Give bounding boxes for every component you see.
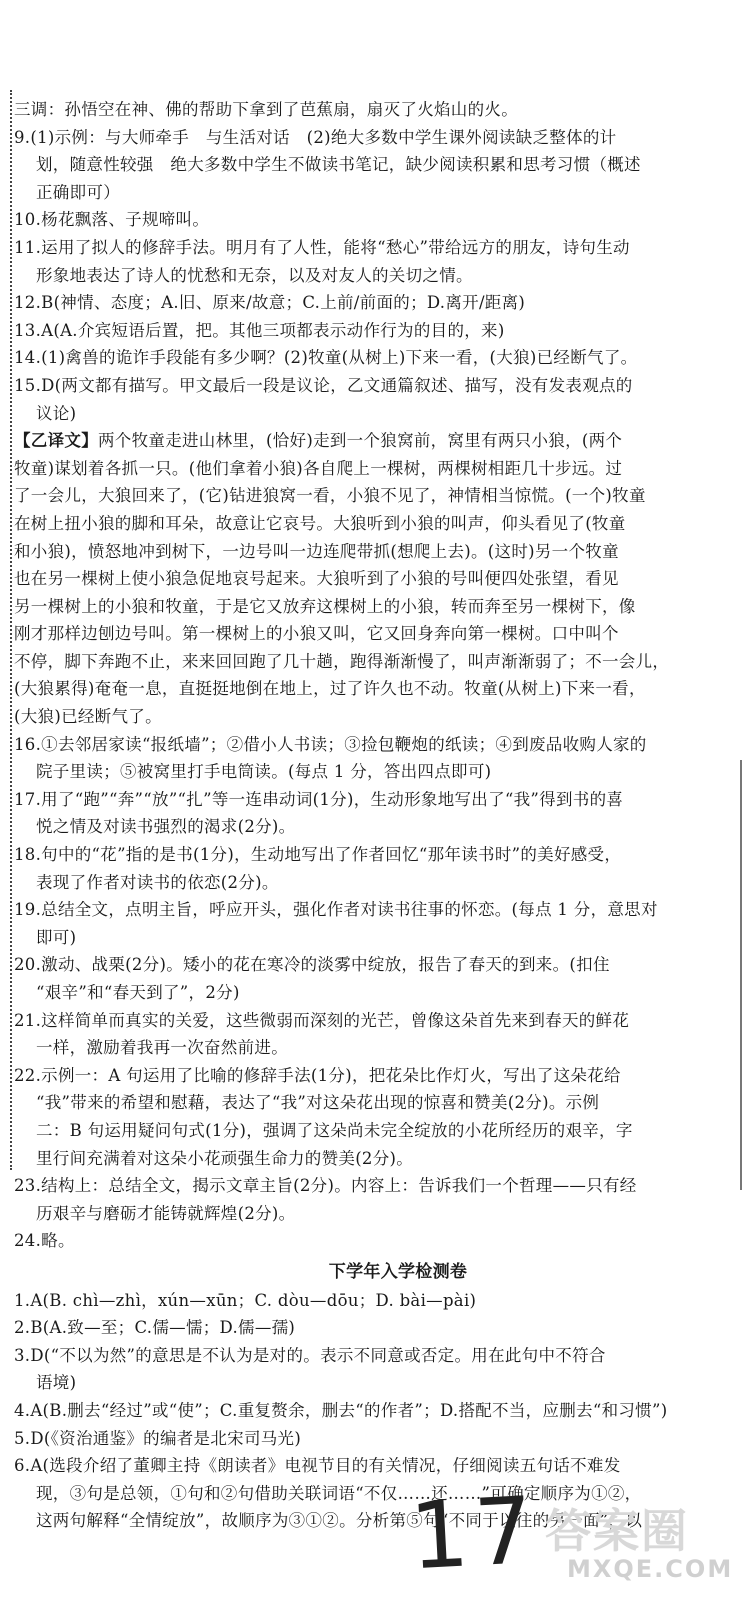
- answer-line: 2.B(A.致—至；C.儒—懦；D.儒—孺): [14, 1318, 296, 1338]
- translation-line: 了一会儿，大狼回来了，(它)钻进狼窝一看，小狼不见了，神情相当惊慌。(一个)牧童: [14, 486, 646, 506]
- translation-line: 牧童)谋划着各抓一只。(他们拿着小狼)各自爬上一棵树，两棵树相距几十步远。过: [14, 458, 623, 478]
- answer-line: 24.略。: [14, 1231, 75, 1251]
- answer-line: 19.总结全文，点明主旨，呼应开头，强化作者对读书往事的怀恋。(每点 1 分，意思对: [14, 900, 658, 920]
- answer-line: 17.用了“跑”“奔”“放”“扎”等一连串动词(1分)，生动形象地写出了“我”得到书的喜: [14, 789, 624, 809]
- answer-line: 18.句中的“花”指的是书(1分)，生动地写出了作者回忆“那年读书时”的美好感受，: [14, 845, 622, 865]
- answer-line: 这两句解释“全情绽放”，故顺序为③①②。分析第⑤句“不同于以往的另一面”，以: [36, 1511, 643, 1531]
- answer-line: 语境): [36, 1373, 77, 1393]
- answer-line: “我”带来的希望和慰藉，表达了“我”对这朵花出现的惊喜和赞美(2分)。示例: [36, 1093, 600, 1113]
- answer-content: [14, 96, 734, 1535]
- left-margin-dotted-rule: [10, 90, 12, 1170]
- translation-line: (大狼累得)奄奄一息，直挺挺地倒在地上，过了许久也不动。牧童(从树上)下来一看，: [14, 679, 646, 699]
- watermark-logo: [545, 1495, 735, 1595]
- answer-line: 23.结构上：总结全文，揭示文章主旨(2分)。内容上：告诉我们一个哲理——只有经: [14, 1176, 637, 1196]
- answer-line: 15.D(两文都有描写。甲文最后一段是议论，乙文通篇叙述、描写，没有发表观点的: [14, 375, 633, 395]
- translation-line: 不停，脚下奔跑不止，来来回回跑了几十趟，跑得渐渐慢了，叫声渐渐弱了；不一会儿，: [14, 651, 670, 671]
- right-margin-rule: [740, 760, 742, 1190]
- translation-tag: 【乙译文】: [14, 431, 98, 451]
- answer-line: 现，③句是总领，①句和②句借助关联词语“不仅……还……”可确定顺序为①②，: [36, 1483, 642, 1503]
- answer-line: “艰辛”和“春天到了”，2分): [36, 983, 240, 1002]
- answer-line: 4.A(B.删去“经过”或“使”；C.重复赘余，删去“的作者”；D.搭配不当，应删去“和习惯”): [14, 1400, 668, 1420]
- translation-line: 在树上扭小狼的脚和耳朵，故意让它哀号。大狼听到小狼的叫声，仰头看见了(牧童: [14, 513, 626, 533]
- answer-line: 历艰辛与磨砺才能铸就辉煌(2分)。: [36, 1203, 296, 1223]
- answer-line: 3.D(“不以为然”的意思是不认为是对的。表示不同意或否定。用在此句中不符合: [14, 1345, 606, 1365]
- answer-line: 9.(1)示例：与大师牵手 与生活对话 (2)绝大多数中学生课外阅读缺乏整体的计: [14, 127, 617, 147]
- answer-line: 22.示例一：A 句运用了比喻的修辞手法(1分)，把花朵比作灯火，写出了这朵花给: [14, 1065, 621, 1085]
- translation-line: 和小狼)，愤怒地冲到树下，一边号叫一边连爬带抓(想爬上去)。(这时)另一个牧童: [14, 541, 619, 561]
- translation-line: (大狼)已经断气了。: [14, 707, 162, 727]
- watermark-url: MXQE.COM: [567, 1555, 734, 1583]
- answer-line: 二：B 句运用疑问句式(1分)，强调了这朵尚未完全绽放的小花所经历的艰辛，字: [36, 1120, 633, 1140]
- translation-line: [14, 427, 734, 455]
- answer-line: 即可): [36, 927, 77, 947]
- answer-line: 16.①去邻居家读“报纸墙”；②借小人书读；③捡包鞭炮的纸读；④到废品收购人家的: [14, 734, 647, 754]
- answer-line: 形象地表达了诗人的忧愁和无奈，以及对友人的关切之情。: [36, 265, 473, 285]
- answer-line: 10.杨花飘落、子规啼叫。: [14, 210, 210, 230]
- answer-line: 11.运用了拟人的修辞手法。明月有了人性，能将“愁心”带给远方的朋友，诗句生动: [14, 237, 630, 257]
- answer-line: 12.B(神情、态度；A.旧、原来/故意；C.上前/前面的；D.离开/距离): [14, 293, 526, 313]
- handwritten-page-number: 17: [407, 1476, 542, 1591]
- translation-text: 两个牧童走进山林里，(恰好)走到一个狼窝前，窝里有两只小狼，(两个: [98, 431, 623, 451]
- answer-line: 6.A(选段介绍了董卿主持《朗读者》电视节目的有关情况，仔细阅读五句话不难发: [14, 1456, 621, 1476]
- answer-line: 划，随意性较强 绝大多数中学生不做读书笔记，缺少阅读积累和思考习惯（概述: [36, 155, 641, 175]
- translation-line: 另一棵树上的小狼和牧童，于是它又放弃这棵树上的小狼，转而奔至另一棵树下，像: [14, 596, 636, 616]
- translation-line: 也在另一棵树上使小狼急促地哀号起来。大狼听到了小狼的号叫便四处张望，看见: [14, 569, 619, 589]
- answer-line: 20.激动、战栗(2分)。矮小的花在寒冷的淡雾中绽放，报告了春天的到来。(扣住: [14, 955, 610, 975]
- answer-line: 正确即可）: [36, 182, 120, 202]
- answer-line: 1.A(B. chì—zhì，xún—xūn；C. dòu—dōu；D. bài—pài): [14, 1290, 477, 1310]
- answer-line: 三调：孙悟空在神、佛的帮助下拿到了芭蕉扇，扇灭了火焰山的火。: [14, 100, 518, 119]
- answer-line: 悦之情及对读书强烈的渴求(2分)。: [36, 817, 296, 837]
- answer-line: 议论): [36, 403, 77, 423]
- answer-line: 里行间充满着对这朵小花顽强生命力的赞美(2分)。: [36, 1148, 414, 1168]
- answer-line: 5.D(《资治通鉴》的编者是北宋司马光): [14, 1428, 302, 1448]
- answer-line: 院子里读；⑤被窝里打手电筒读。(每点 1 分，答出四点即可): [36, 762, 492, 782]
- answer-line: 一样，激励着我再一次奋然前进。: [36, 1038, 288, 1058]
- section-title: 下学年入学检测卷: [328, 1261, 468, 1282]
- watermark-text: 答案圈: [545, 1504, 689, 1558]
- answer-line: 14.(1)禽兽的诡诈手段能有多少啊？(2)牧童(从树上)下来一看，(大狼)已经断气了。: [14, 348, 638, 368]
- translation-line: 刚才那样边刨边号叫。第一棵树上的小狼又叫，它又回身奔向第一棵树。口中叫个: [14, 624, 619, 644]
- answer-line: 13.A(A.介宾短语后置，把。其他三项都表示动作行为的目的，来): [14, 320, 505, 340]
- answer-line: 表现了作者对读书的依恋(2分)。: [36, 872, 279, 892]
- answer-line: 21.这样简单而真实的关爱，这些微弱而深刻的光芒，曾像这朵首先来到春天的鲜花: [14, 1010, 630, 1030]
